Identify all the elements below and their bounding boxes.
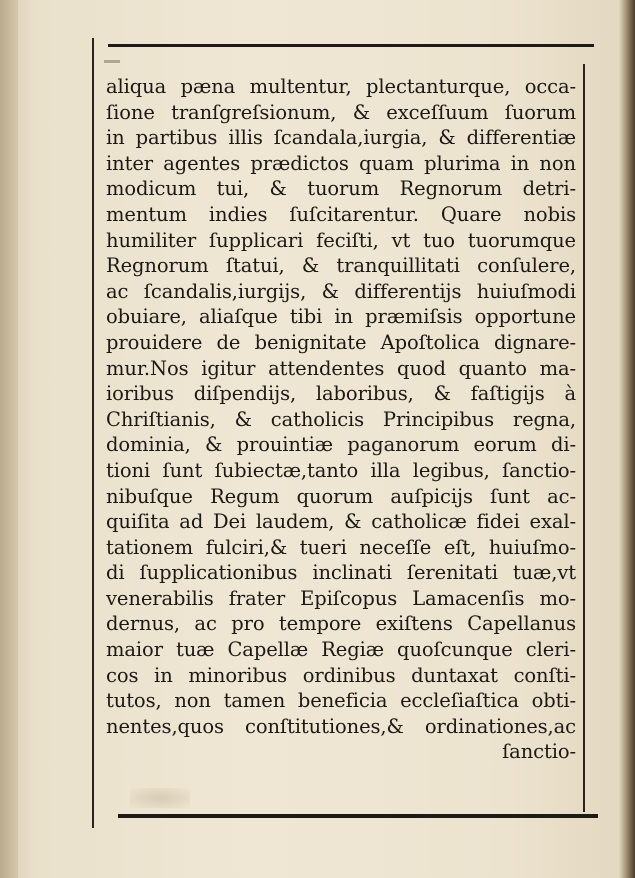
page-edge-shadow bbox=[619, 0, 635, 878]
frame-rule-left bbox=[92, 38, 94, 828]
text-line: ioribus diſpendijs, laboribus, & faſtigijs à bbox=[106, 382, 576, 406]
text-line: obuiare, aliaſque tibi in præmiſsis opportune bbox=[106, 305, 576, 329]
catchword: ſanctio- bbox=[502, 740, 576, 764]
text-line: Regnorum ſtatui, & tranquillitati conſulere, bbox=[106, 254, 576, 278]
text-line: tutos, non tamen beneficia eccleſiaſtica obti- bbox=[106, 689, 576, 713]
body-text bbox=[106, 74, 576, 765]
text-line: quiſita ad Dei laudem, & catholicæ fidei exal- bbox=[106, 510, 576, 534]
text-line: ac ſcandalis,iurgijs, & differentijs huiuſmodi bbox=[106, 279, 576, 303]
margin-smudge bbox=[104, 60, 120, 63]
text-line: ſione tranſgreſsionum, & exceſſuum ſuorum bbox=[106, 100, 576, 124]
text-line: in partibus illis ſcandala,iurgia, & differentiæ bbox=[106, 126, 576, 150]
text-line: dominia, & prouintiæ paganorum eorum di- bbox=[106, 433, 576, 457]
text-line: Chriſtianis, & catholicis Principibus regna, bbox=[106, 407, 576, 431]
text-line: aliqua pæna multentur, plectanturque, occa- bbox=[106, 75, 576, 98]
text-line: modicum tui, & tuorum Regnorum detri- bbox=[106, 177, 576, 201]
frame-rule-bottom bbox=[118, 814, 598, 818]
text-line: nentes,quos conſtitutiones,& ordinationes,ac bbox=[106, 714, 576, 738]
frame-rule-top bbox=[108, 44, 594, 47]
text-line: cos in minoribus ordinibus duntaxat conſti- bbox=[106, 663, 576, 687]
text-line: humiliter ſupplicari feciſti, vt tuo tuorumque bbox=[106, 228, 576, 252]
text-line: prouidere de benignitate Apoſtolica dignare- bbox=[106, 330, 576, 354]
text-line: inter agentes prædictos quam plurima in non bbox=[106, 151, 576, 175]
text-line: di ſupplicationibus inclinati ſerenitati tuæ,vt bbox=[106, 561, 576, 585]
text-line: tioni ſunt ſubiectæ,tanto illa legibus, ſanctio- bbox=[106, 458, 576, 482]
text-line: mentum indies ſuſcitarentur. Quare nobis bbox=[106, 202, 576, 226]
text-line: maior tuæ Capellæ Regiæ quoſcunque cleri- bbox=[106, 638, 576, 662]
page-gutter bbox=[0, 0, 18, 878]
text-line: nibuſque Regum quorum auſpicijs ſunt ac- bbox=[106, 484, 576, 508]
text-line: tationem fulciri,& tueri neceſſe eſt, huiuſmo- bbox=[106, 535, 576, 559]
paper-stain bbox=[130, 788, 190, 808]
text-line: dernus, ac pro tempore exiſtens Capellanus bbox=[106, 612, 576, 636]
text-line: venerabilis frater Epiſcopus Lamacenſis mo- bbox=[106, 586, 576, 610]
text-line: mur.Nos igitur attendentes quod quanto ma- bbox=[106, 356, 576, 380]
frame-rule-right bbox=[583, 64, 585, 812]
